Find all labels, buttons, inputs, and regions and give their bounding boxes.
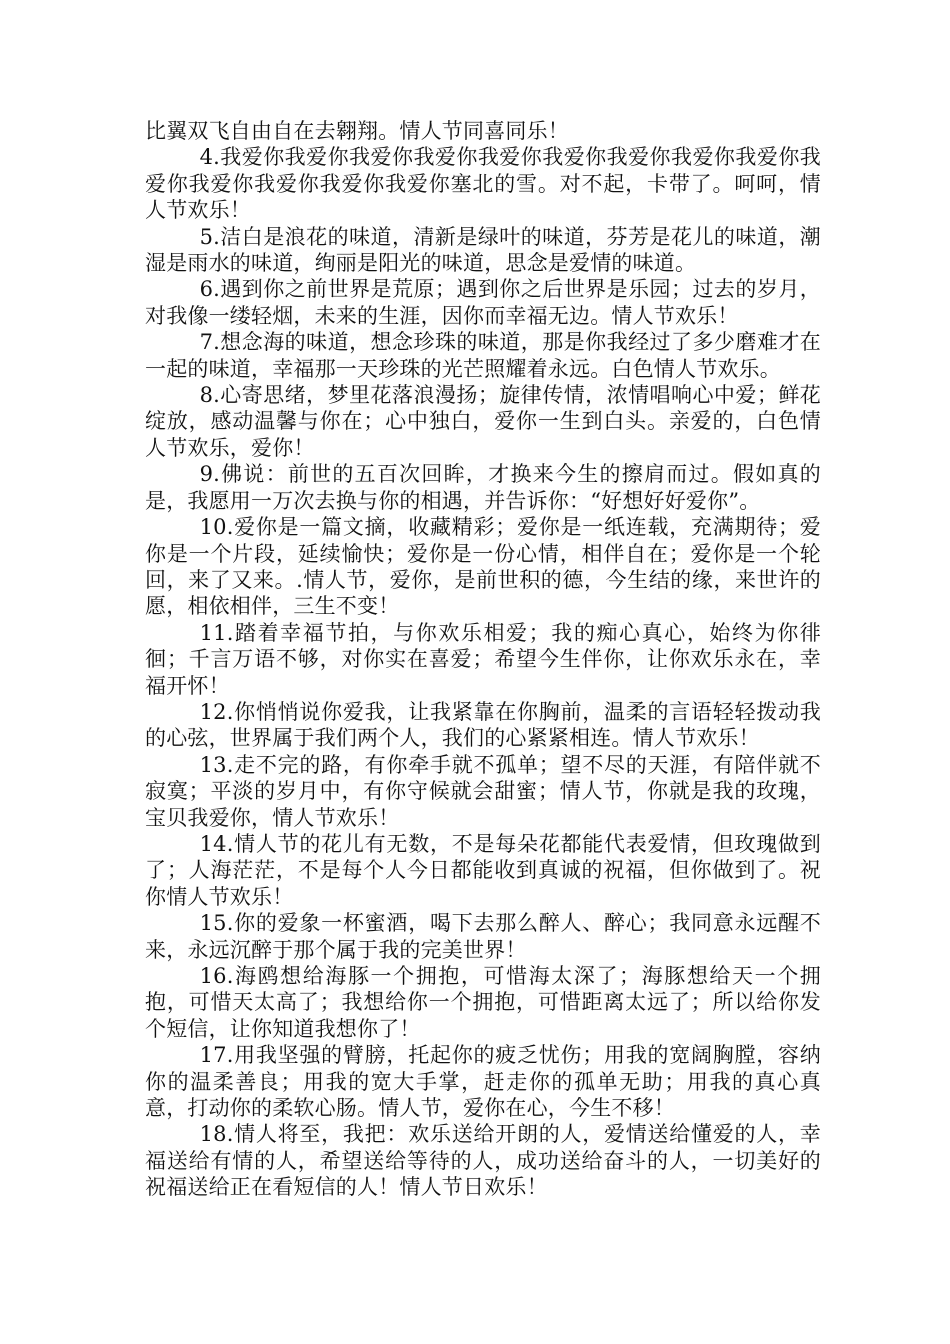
paragraph-item-16: 16.海鸥想给海豚一个拥抱，可惜海太深了；海豚想给天一个拥抱，可惜天太高了；我想给你一个拥抱，可惜距离太远了；所以给你发个短信，让你知道我想你了！ xyxy=(145,964,821,1041)
paragraph-item-11: 11.踏着幸福节拍，与你欢乐相爱；我的痴心真心，始终为你徘徊；千言万语不够，对你实在喜爱；希望今生伴你，让你欢乐永在，幸福开怀！ xyxy=(145,620,821,698)
paragraph-item-18: 18.情人将至，我把：欢乐送给开朗的人，爱情送给懂爱的人，幸福送给有情的人，希望送给等待的人，成功送给奋斗的人，一切美好的祝福送给正在看短信的人！情人节日欢乐！ xyxy=(145,1122,821,1200)
paragraph-item-10: 10.爱你是一篇文摘，收藏精彩；爱你是一纸连载，充满期待；爱你是一个片段，延续愉快；爱你是一份心情，相伴自在；爱你是一个轮回，来了又来。.情人节，爱你，是前世积的德，今生结的缘，来世许的愿，相依相伴，三生不变！ xyxy=(145,515,821,619)
paragraph-item-5: 5.洁白是浪花的味道，清新是绿叶的味道，芬芳是花儿的味道，潮湿是雨水的味道，绚丽是阳光的味道，思念是爱情的味道。 xyxy=(145,224,821,276)
paragraph-item-9: 9.佛说：前世的五百次回眸，才换来今生的擦肩而过。假如真的是，我愿用一万次去换与你的相遇，并告诉你：“好想好好爱你”。 xyxy=(145,462,821,513)
paragraph-continuation: 比翼双飞自由自在去翱翔。情人节同喜同乐！ xyxy=(145,119,569,143)
paragraph-item-15: 15.你的爱象一杯蜜酒，喝下去那么醉人、醉心；我同意永远醒不来，永远沉醉于那个属于我的完美世界！ xyxy=(145,911,821,962)
paragraph-item-8: 8.心寄思绪，梦里花落浪漫扬；旋律传情，浓情唱响心中爱；鲜花绽放，感动温馨与你在；心中独白，爱你一生到白头。亲爱的，白色情人节欢乐，爱你！ xyxy=(145,383,821,460)
paragraph-item-13: 13.走不完的路，有你牵手就不孤单；望不尽的天涯，有陪伴就不寂寞；平淡的岁月中，有你守候就会甜蜜；情人节，你就是我的玫瑰，宝贝我爱你，情人节欢乐！ xyxy=(145,752,821,830)
paragraph-item-14: 14.情人节的花儿有无数，不是每朵花都能代表爱情，但玫瑰做到了；人海茫茫，不是每个人今日都能收到真诚的祝福，但你做到了。祝你情人节欢乐！ xyxy=(145,831,821,909)
paragraph-item-6: 6.遇到你之前世界是荒原；遇到你之后世界是乐园；过去的岁月，对我像一缕轻烟，未来的生涯，因你而幸福无边。情人节欢乐！ xyxy=(145,277,821,328)
paragraph-item-12: 12.你悄悄说你爱我，让我紧靠在你胸前，温柔的言语轻轻拨动我的心弦，世界属于我们两个人，我们的心紧紧相连。情人节欢乐！ xyxy=(145,699,821,751)
paragraph-item-4: 4.我爱你我爱你我爱你我爱你我爱你我爱你我爱你我爱你我爱你我爱你我爱你我爱你我爱你我爱你塞北的雪。对不起，卡带了。呵呵，情人节欢乐！ xyxy=(145,145,821,223)
paragraph-item-7: 7.想念海的味道，想念珍珠的味道，那是你我经过了多少磨难才在一起的味道，幸福那一天珍珠的光芒照耀着永远。白色情人节欢乐。 xyxy=(145,330,821,381)
document-body xyxy=(145,118,821,1201)
paragraph-item-17: 17.用我坚强的臂膀，托起你的疲乏忧伤；用我的宽阔胸膛，容纳你的温柔善良；用我的宽大手掌，赶走你的孤单无助；用我的真心真意，打动你的柔软心肠。情人节，爱你在心，今生不移！ xyxy=(145,1043,821,1121)
